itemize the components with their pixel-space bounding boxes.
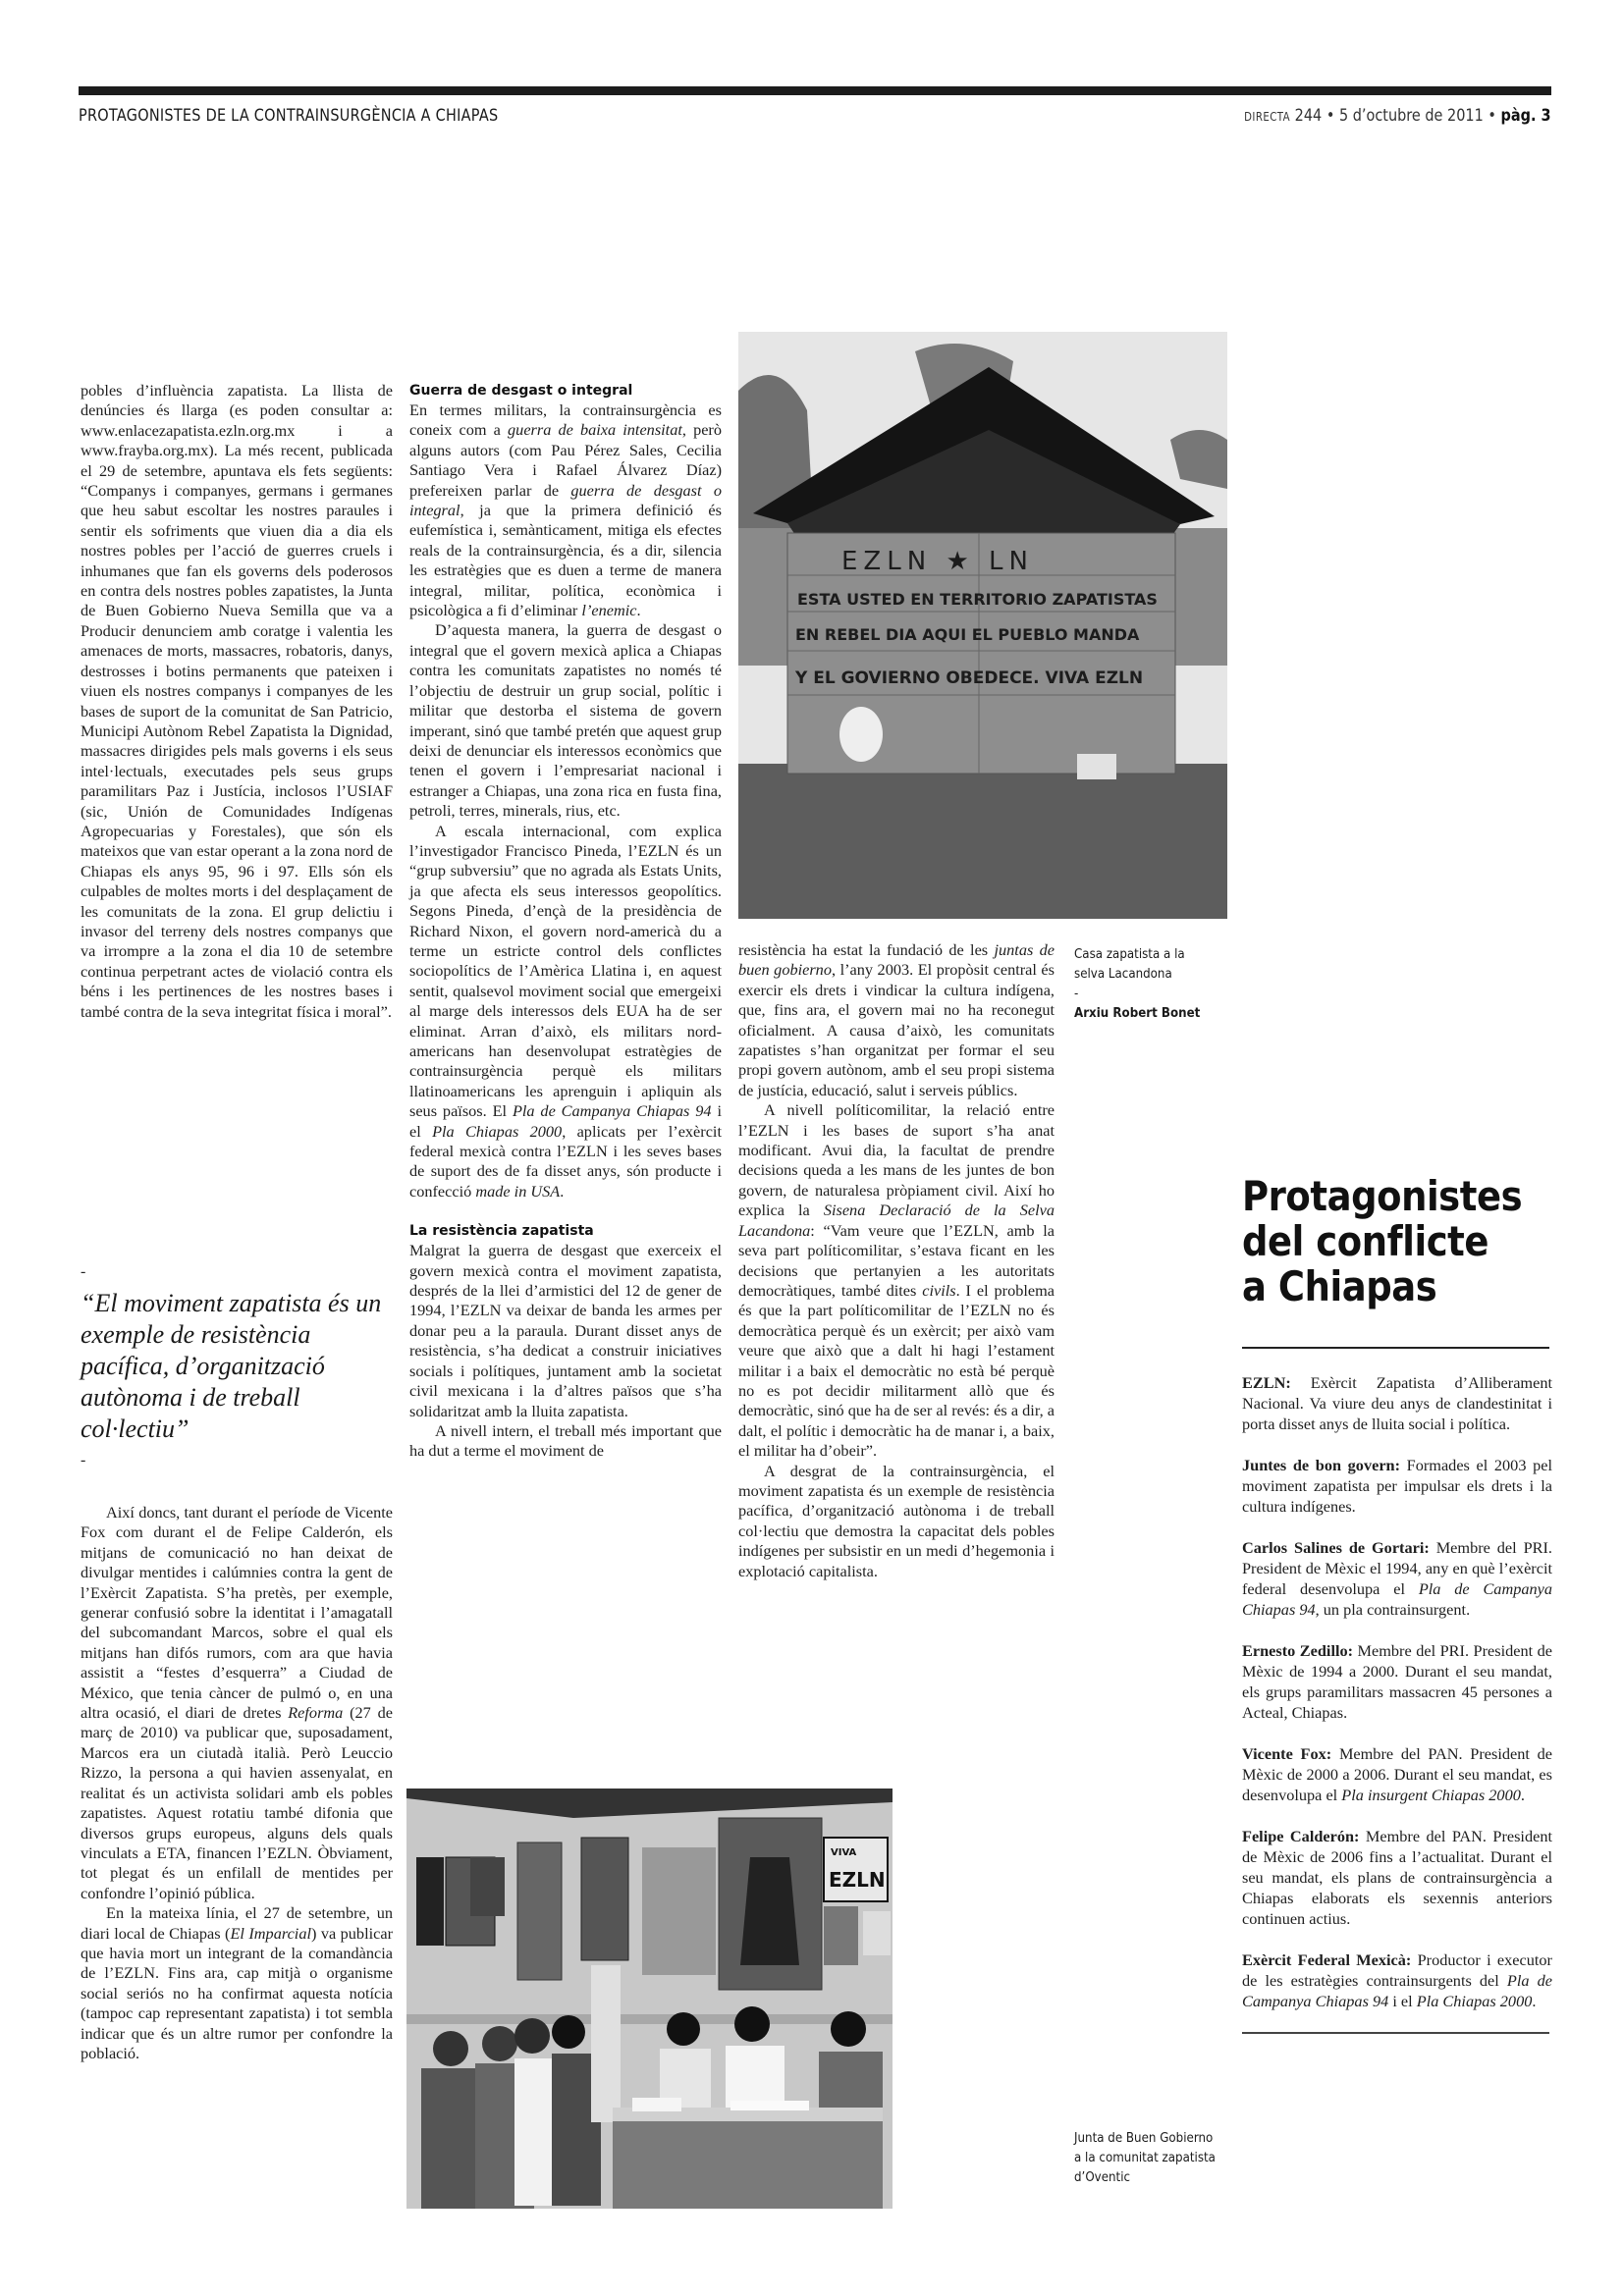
italic-text: Pla de Campanya Chiapas 94 (1242, 1971, 1552, 2010)
italic-text: Sisena Declaració de la Selva Lacandona (738, 1201, 1055, 1240)
text-run: . I el problema és que la part políticomilitar de l’EZLN no és democràtica perquè és un exèrcit; per això vam veure que això que a dalt hi hagi l’estament militar i a baix el democràtic no està bé perquè no es pot decidir militarment allò que és democràtic, sinó que ha de ser al revés: és a dir, a dalt, el polític i democràtic ha de manar i, a baix, el militar ha d’obeir”. (738, 1280, 1055, 1461)
paragraph: A nivell intern, el treball més important que ha dut a terme el moviment de (409, 1420, 722, 1461)
entry-text: Exèrcit Zapatista d’Alliberament Nacional. Va viure deu anys de clandestinitat i porta disset anys de lluita social i política. (1242, 1373, 1552, 1433)
photo-zapatista-house (738, 332, 1227, 919)
sidebar-title: Protagonistes del conflicte a Chiapas (1242, 1172, 1523, 1310)
sidebar-divider (1242, 1347, 1549, 1349)
italic-text: Pla insurgent Chiapas 2000 (1341, 1786, 1521, 1804)
paragraph (81, 1503, 393, 1903)
caption-text: Junta de Buen Gobierno a la comunitat zapatista d’Oventic (1074, 2130, 1216, 2185)
photo-credit: Arxiu Robert Bonet (1074, 1005, 1201, 1021)
entry-text: Formades el 2003 pel moviment zapatista per impulsar els drets i la cultura indígenes. (1242, 1456, 1552, 1516)
person-head-balaclava (831, 2011, 866, 2047)
wall-flyer (824, 1906, 858, 1965)
paragraph (409, 400, 722, 620)
entry-text: i el (1388, 1992, 1417, 2010)
paragraph: pobles d’influència zapatista. La llista de denúncies és llarga (es poden consultar a: www.enlacezapatista.ezln.org.mx i a www.frayba.org.mx). La més recent, publicada el 29 de setembre, apuntava els fets següents: “Companys i companyes, germans i germanes que heu sabut escoltar les nostres paraules i sentir els sofriments que viuen dia a dia els nostres pobles per l’acció de guerres cruels i inhumanes que fan els governs dels poderosos en contra dels nostres pobles zapatistes, la Junta de Buen Gobierno Nueva Semilla que va a Producir denunciem amb coratge i valentia les amenaces de morts, massacres, robatoris, danys, destrosses i botins permanents que pateixen i viuen els nostres companys i companyes de les bases de suport de la comunitat de San Patricio, Municipi Autònom Rebel Zapatista la Dignidad, massacres dirigides pels mals governs i els seus intel·lectuals, executades pels seus grups paramilitars Paz i Justícia, inclosos l’USIAF (sic, Unión de Comunidades Indígenas Agropecuarias y Forestales), que són els mateixos que van estar operant a la zona nord de Chiapas els anys 95, 96 i 97. Ells són els culpables de moltes morts i del desplaçament de les comunitats de la zona. El grup delictiu i invasor del terreny dels nostres companys que va irrompre a la zona el dia 10 de setembre continua perpetrant actes de violació contra els béns i les pertinences de les nostres bases i també contra de la seva integritat física i moral”. (81, 381, 393, 1021)
spacer (409, 1201, 722, 1221)
person-head-balaclava (667, 2012, 700, 2046)
article-column-2 (409, 381, 722, 1462)
sidebar-entry (1242, 1743, 1552, 1805)
text-run: Així doncs, tant durant el període de Vicente Fox com durant el de Felipe Calderón, els mitjans de comunicació no han deixat de divulgar mentides i calúmnies contra la gent de l’Exèrcit Zapatista. S’ha pretès, per exemple, generar confusió sobre la identitat i l’amagatall del subcomandant Marcos, sobre el qual els mitjans han difós rumors, com ara que havia assistit a “festes d’esquerra” a Ciudad de México, que tenia càncer de pulmó o, en una altra ocasió, el diari de dretes (81, 1503, 393, 1723)
italic-text: Pla de Campanya Chiapas 94 (512, 1101, 712, 1121)
photo-caption (1074, 944, 1213, 1023)
italic-text: guerra de baixa intensitat (508, 420, 682, 440)
wall-picture (416, 1857, 444, 1946)
entry-term: Vicente Fox: (1242, 1744, 1332, 1763)
entry-term: Juntes de bon govern: (1242, 1456, 1401, 1474)
subheading: La resistència zapatista (409, 1223, 594, 1240)
article-column-1 (81, 381, 393, 1022)
pull-quote-dash: - (81, 1452, 86, 1468)
text-run: En termes militars, la contrainsurgència es coneix com a (409, 400, 722, 440)
article-column-3 (738, 940, 1055, 1581)
gas-tank (839, 707, 883, 762)
paragraph: D’aquesta manera, la guerra de desgast o integral que el govern mexicà aplica a Chiapas contra les comunitats zapatistes no només té l’objectiu de destruir un grup social, polític i militar que destorba el sistema de govern imperant, sinó que també pretén que aquest grup deixi de denunciar els interessos econòmics que tenen el govern i l’empresariat nacional i estranger a Chiapas, una zona rica en fusta fina, petroli, terres, minerals, rius, etc. (409, 620, 722, 821)
italic-text: Pla de Campanya Chiapas 94 (1242, 1579, 1552, 1619)
italic-text: Reforma (288, 1703, 344, 1723)
caption-text: Casa zapatista a la selva Lacandona (1074, 946, 1185, 982)
issue-date: 5 d’octubre de 2011 (1339, 106, 1485, 126)
entry-text: Membre del PRI. President de Mèxic de 1994 a 2000. Durant el seu mandat, els grups paramilitars massacren 45 persones a Acteal, Chiapas. (1242, 1641, 1552, 1722)
wall-poster (581, 1838, 628, 1960)
separator: • (1488, 106, 1497, 126)
text-run: . (560, 1181, 565, 1201)
italic-text: El Imparcial (230, 1923, 311, 1943)
entry-text: Membre del PRI. President de Mèxic el 1994, any en què l’exèrcit federal desenvolupa el (1242, 1538, 1552, 1598)
pull-quote-text: “El moviment zapatista és un exemple de resistència pacífica, d’organització autònoma i de treball col·lectiu” (81, 1289, 382, 1443)
meeting-illustration (406, 1789, 893, 2209)
text-run: , l’any 2003. El propòsit central és exercir els drets i vindicar la cultura indígena, que, fins ara, el govern mai no ha reconegut oficialment. A causa d’això, les comunitats zapatistes s’han organitzat per formar el seu propi govern autònom, amb el seu propi sistema de justícia, educació, salut i serveis públics. (738, 960, 1055, 1099)
sidebar-entry (1242, 1640, 1552, 1723)
sign-line-3: EN REBEL DIA AQUI EL PUEBLO MANDA (795, 625, 1140, 644)
italic-text: made in USA (475, 1181, 561, 1201)
wall-pennant (863, 1911, 891, 1955)
text-run: En la mateixa línia, el 27 de setembre, un diari local de Chiapas ( (81, 1903, 393, 1943)
issue-info (1245, 106, 1551, 126)
italic-text: Pla Chiapas 2000 (432, 1121, 563, 1141)
paragraph: A desgrat de la contrainsurgència, el moviment zapatista és un exemple de resistència pacífica, d’organització autònoma i de treball col·lectiu que demostra la capacitat dels pobles indígenes per subsistir en un medi d’hegemonia i explotació capitalista. (738, 1461, 1055, 1580)
entry-text: . (1532, 1992, 1537, 2010)
page-number: pàg. 3 (1500, 106, 1551, 126)
paragraph (738, 1100, 1055, 1461)
sign-line-4: Y EL GOVIERNO OBEDECE. VIVA EZLN (795, 668, 1144, 688)
entry-term: Carlos Salines de Gortari: (1242, 1538, 1430, 1557)
text-run: i el (409, 1101, 722, 1141)
sidebar-box (1242, 1174, 1552, 2034)
bucket (1077, 754, 1116, 779)
sidebar-entry (1242, 1949, 1552, 2011)
person-head (514, 2018, 550, 2054)
text-run: : “Vam veure que l’EZLN, amb la seva part políticomilitar, s’estava ficant en les decisions que pertanyien a les autoritats democràtiques, també dites (738, 1220, 1055, 1300)
person-body (726, 2046, 784, 2109)
sidebar-entry (1242, 1372, 1552, 1434)
poster-text: VIVA (831, 1847, 857, 1858)
papers (730, 2101, 809, 2110)
papers (632, 2098, 681, 2111)
wall-beam (406, 2014, 893, 2024)
person-head-balaclava (552, 2015, 585, 2049)
desk (613, 2117, 883, 2209)
separator: • (1326, 106, 1335, 126)
text-run: . (636, 601, 641, 620)
ground (738, 764, 1227, 919)
italic-text: l’enemic (581, 601, 637, 620)
photo-caption (1074, 2128, 1221, 2187)
wall-picture (470, 1857, 505, 1916)
entry-term: Ernesto Zedillo: (1242, 1641, 1354, 1660)
sign-line-2: ESTA USTED EN TERRITORIO ZAPATISTAS (797, 590, 1158, 609)
pull-quote-dash: - (81, 1263, 86, 1280)
publication-name: DIRECTA (1244, 110, 1291, 124)
page-header (79, 106, 1551, 135)
paragraph (738, 940, 1055, 1100)
sidebar-entry (1242, 1826, 1552, 1929)
wall-photos (642, 1847, 716, 1975)
italic-text: civils (922, 1280, 956, 1300)
entry-text: Membre del PAN. President de Mèxic de 2006 fins a l’actualitat. Durant el seu mandat, els plans de contrainsurgència a Chiapas elaborats els sexennis anteriors continuen actius. (1242, 1827, 1552, 1928)
person-head-balaclava (734, 2006, 770, 2042)
entry-text: Membre del PAN. President de Mèxic de 2000 a 2006. Durant el seu mandat, es desenvolupa el (1242, 1744, 1552, 1804)
wall-poster (517, 1842, 562, 1980)
text-run: A escala internacional, com explica l’investigador Francisco Pineda, l’EZLN és un “grup subversiu” que no agrada als Estats Units, ja que afecta els seus interessos geopolítics. Segons Pineda, d’ençà de la presidència de Richard Nixon, el govern nord-americà du a terme un estricte control dels conflictes sociopolítics de l’Amèrica Llatina i, en aquest sentit, qualsevol moviment social que emergeixi al marge dels interessos dels EUA ha de ser eliminat. Arran d’això, els militars nord-americans han desenvolupat estratègies de contrainsurgència perquè els militars llatinoamericans les aprenguin i apliquin als seus països. El (409, 821, 722, 1121)
sign-line-1: EZLN ★ LN (841, 547, 1034, 576)
italic-text: guerra de desgast o integral (409, 480, 722, 520)
issue-number: 244 (1295, 106, 1323, 126)
entry-term: Exèrcit Federal Mexicà: (1242, 1950, 1412, 1969)
paragraph: Malgrat la guerra de desgast que exerceix el govern mexicà contra el moviment zapatista, després de la llei d’armistici del 12 de gener de 1994, l’EZLN va deixar de banda les armes per donar peu a la paraula. Durant disset anys de resistència, s’ha dedicat a construir iniciatives socials i polítiques, juntament amb la societat civil mexicana i la d’altres països que s’ha solidaritzat amb la lluita zapatista. (409, 1241, 722, 1420)
entry-text: , un pla contrainsurgent. (1315, 1600, 1471, 1619)
paragraph (81, 1903, 393, 2063)
text-run: ) va publicar que havia mort un integrant de la comandància de l’EZLN. Fins ara, cap mitjà o organisme social seriós no ha confirmat aquesta notícia (tampoc cap representant zapatista) i tot sembla indicar que és un altre rumor per confondre la població. (81, 1923, 393, 2062)
text-run: (27 de març de 2010) va publicar que, suposadament, Marcos era un ciutadà italià. Però Leuccio Rizzo, la persona a qui havien assenyalat, en realitat és un activista solidari amb els pobles zapatistes. Aquest rotatiu també difonia que diversos grups europeus, alguns dels quals vinculats a ETA, financen l’EZLN. Òbviament, tot plegat és un enfilall de mentides per confondre l’opinió pública. (81, 1703, 393, 1902)
person-head (433, 2031, 468, 2066)
poster-text: EZLN (829, 1868, 886, 1892)
entry-term: EZLN: (1242, 1373, 1291, 1392)
pull-quote (81, 1264, 393, 1468)
seated-people-left (421, 2015, 601, 2209)
text-run: , aplicats per l’exèrcit federal mexicà contra l’EZLN i les seves bases de suport des de fa disset anys, són producte i confecció (409, 1121, 722, 1201)
entry-text: . (1520, 1786, 1525, 1804)
sidebar-entry (1242, 1455, 1552, 1517)
subheading: Guerra de desgast o integral (409, 383, 633, 399)
paragraph (409, 822, 722, 1202)
header-rule (79, 86, 1551, 95)
italic-text: Pla Chiapas 2000 (1416, 1992, 1533, 2010)
person-head (482, 2026, 517, 2061)
entry-text: Productor i executor de les estratègies contrainsurgents del (1242, 1950, 1552, 1990)
entry-term: Felipe Calderón: (1242, 1827, 1360, 1845)
house-illustration (738, 332, 1227, 919)
sidebar-entry (1242, 1537, 1552, 1620)
italic-text: juntas de buen gobierno (738, 940, 1055, 980)
photo-junta-buen-gobierno (406, 1789, 893, 2209)
sidebar-bottom-divider (1242, 2032, 1549, 2034)
poster-figure (740, 1857, 799, 1965)
text-run: , però alguns autors (com Pau Pérez Sales, Cecilia Santiago Vera i Rafael Álvarez Díaz) prefereixen parlar de (409, 420, 722, 500)
text-run: resistència ha estat la fundació de les (738, 940, 995, 959)
text-run: , ja que la primera definició és eufemística i, semànticament, mitiga els efectes reals de la contrainsurgència, és a dir, silencia les estratègies que es duen a terme de manera integral, militar, política, econòmica i psicològica a fi d’eliminar (409, 501, 722, 620)
article-column-1-continued (81, 1503, 393, 2063)
text-run: A nivell políticomilitar, la relació entre l’EZLN i les bases de suport s’ha anat modificant. Avui dia, la facultat de prendre decisions queda a les mans de les juntes de bon govern, de naturalesa pròpiament civil. Així ho explica la (738, 1100, 1055, 1220)
door (591, 1965, 621, 2122)
section-title: PROTAGONISTES DE LA CONTRAINSURGÈNCIA A CHIAPAS (79, 106, 499, 126)
caption-separator: - (1074, 986, 1079, 1001)
